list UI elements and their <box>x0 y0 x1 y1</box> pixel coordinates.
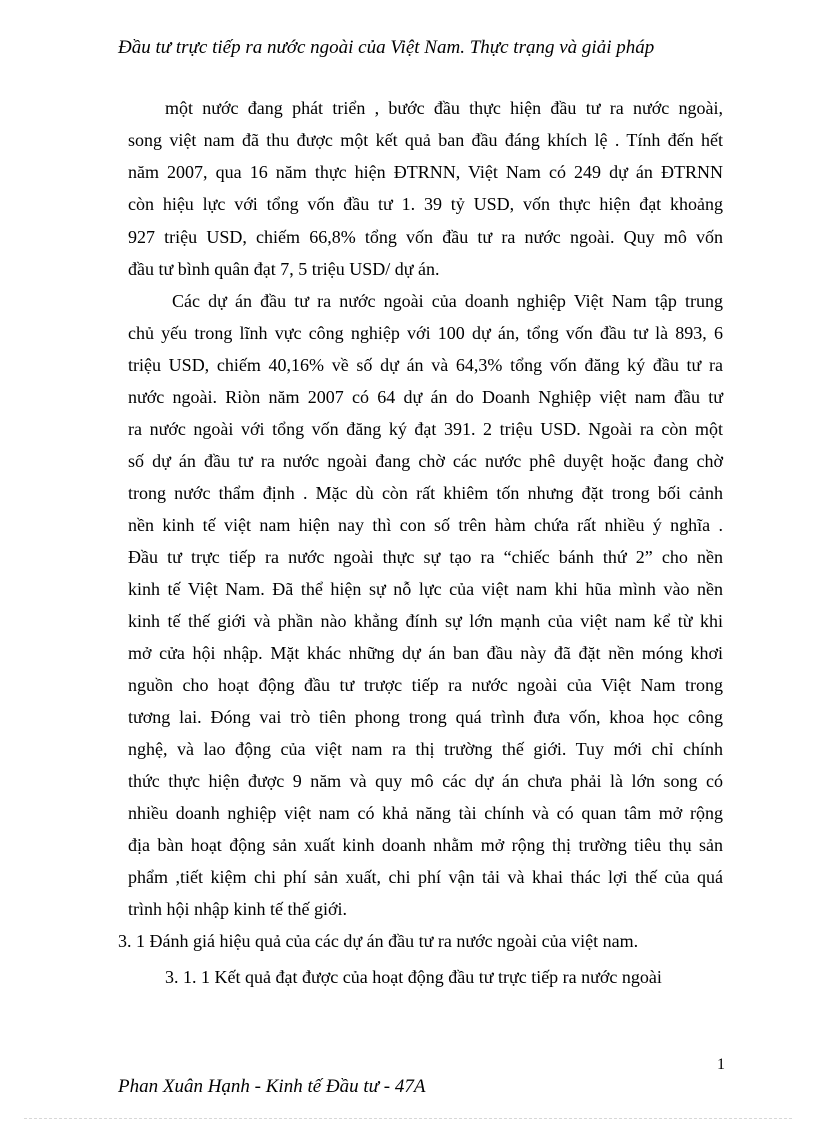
page-header-title: Đầu tư trực tiếp ra nước ngoài của Việt Nam. Thực trạng và giải pháp <box>118 37 655 58</box>
body-line: ra nước ngoài với tổng vốn đăng ký đạt 391. 2 triệu USD. Ngoài ra còn một <box>128 419 723 439</box>
body-line: số dự án đầu tư ra nước ngoài đang chờ các nước phê duyệt hoặc đang chờ <box>128 451 723 471</box>
page-number: 1 <box>717 1056 725 1073</box>
body-line: địa bàn hoạt động sản xuất kinh doanh nhằm mở rộng thị trường tiêu thụ sản <box>128 835 723 855</box>
body-line: nghệ, và lao động của việt nam ra thị trường thế giới. Tuy mới chỉ chính <box>128 739 723 759</box>
body-line: tương lai. Đóng vai trò tiên phong trong quá trình đưa vốn, khoa học công <box>128 707 723 727</box>
body-line: chủ yếu trong lĩnh vực công nghiệp với 100 dự án, tổng vốn đầu tư là 893, 6 <box>128 323 723 343</box>
body-line: nền kinh tế việt nam hiện nay thì con số trên hàm chứa rất nhiều ý nghĩa . <box>128 515 723 535</box>
body-line: còn hiệu lực với tổng vốn đầu tư 1. 39 tỷ USD, vốn thực hiện đạt khoảng <box>128 194 723 214</box>
body-line: phẩm ,tiết kiệm chi phí sản xuất, chi phí vận tải và khai thác lợi thế của quá <box>128 867 723 887</box>
section-heading: 3. 1 Đánh giá hiệu quả của các dự án đầu tư ra nước ngoài của việt nam. <box>118 931 639 951</box>
body-line: nguồn cho hoạt động đầu tư trược tiếp ra nước ngoài của Việt Nam trong <box>128 675 723 695</box>
body-line: năm 2007, qua 16 năm thực hiện ĐTRNN, Việt Nam có 249 dự án ĐTRNN <box>128 162 723 182</box>
footer-divider <box>24 1118 792 1119</box>
body-line: mở cửa hội nhập. Mặt khác những dự án ban đầu này đã đặt nền móng khơi <box>128 643 723 663</box>
body-line: trong nước thẩm định . Mặc dù còn rất khiêm tốn nhưng đặt trong bối cảnh <box>128 483 723 503</box>
page-footer-author: Phan Xuân Hạnh - Kinh tế Đầu tư - 47A <box>118 1076 426 1097</box>
body-line: triệu USD, chiếm 40,16% về số dự án và 64,3% tổng vốn đăng ký đầu tư ra <box>128 355 723 375</box>
body-line: Đầu tư trực tiếp ra nước ngoài thực sự tạo ra “chiếc bánh thứ 2” cho nền <box>128 547 723 567</box>
subsection-heading: 3. 1. 1 Kết quả đạt được của hoạt động đầu tư trực tiếp ra nước ngoài <box>165 967 662 987</box>
body-line: kinh tế thế giới và phần nào khẳng đính sự lớn mạnh của việt nam kể từ khi <box>128 611 723 631</box>
body-line: trình hội nhập kinh tế thế giới. <box>128 899 347 919</box>
body-line: nước ngoài. Riòn năm 2007 có 64 dự án do Doanh Nghiệp việt nam đầu tư <box>128 387 723 407</box>
body-line: thức thực hiện được 9 năm và quy mô các dự án chưa phải là lớn song có <box>128 771 723 791</box>
body-line: nhiều doanh nghiệp việt nam có khả năng tài chính và có quan tâm mở rộng <box>128 803 723 823</box>
body-line: 927 triệu USD, chiếm 66,8% tổng vốn đầu tư ra nước ngoài. Quy mô vốn <box>128 227 723 247</box>
body-line: song việt nam đã thu được một kết quả ban đầu đáng khích lệ . Tính đến hết <box>128 130 723 150</box>
body-line: đầu tư bình quân đạt 7, 5 triệu USD/ dự án. <box>128 259 440 279</box>
body-line: kinh tế Việt Nam. Đã thể hiện sự nỗ lực của việt nam khi hũa mình vào nền <box>128 579 723 599</box>
body-line: Các dự án đầu tư ra nước ngoài của doanh nghiệp Việt Nam tập trung <box>172 291 723 311</box>
body-line: một nước đang phát triển , bước đầu thực hiện đầu tư ra nước ngoài, <box>165 98 723 118</box>
